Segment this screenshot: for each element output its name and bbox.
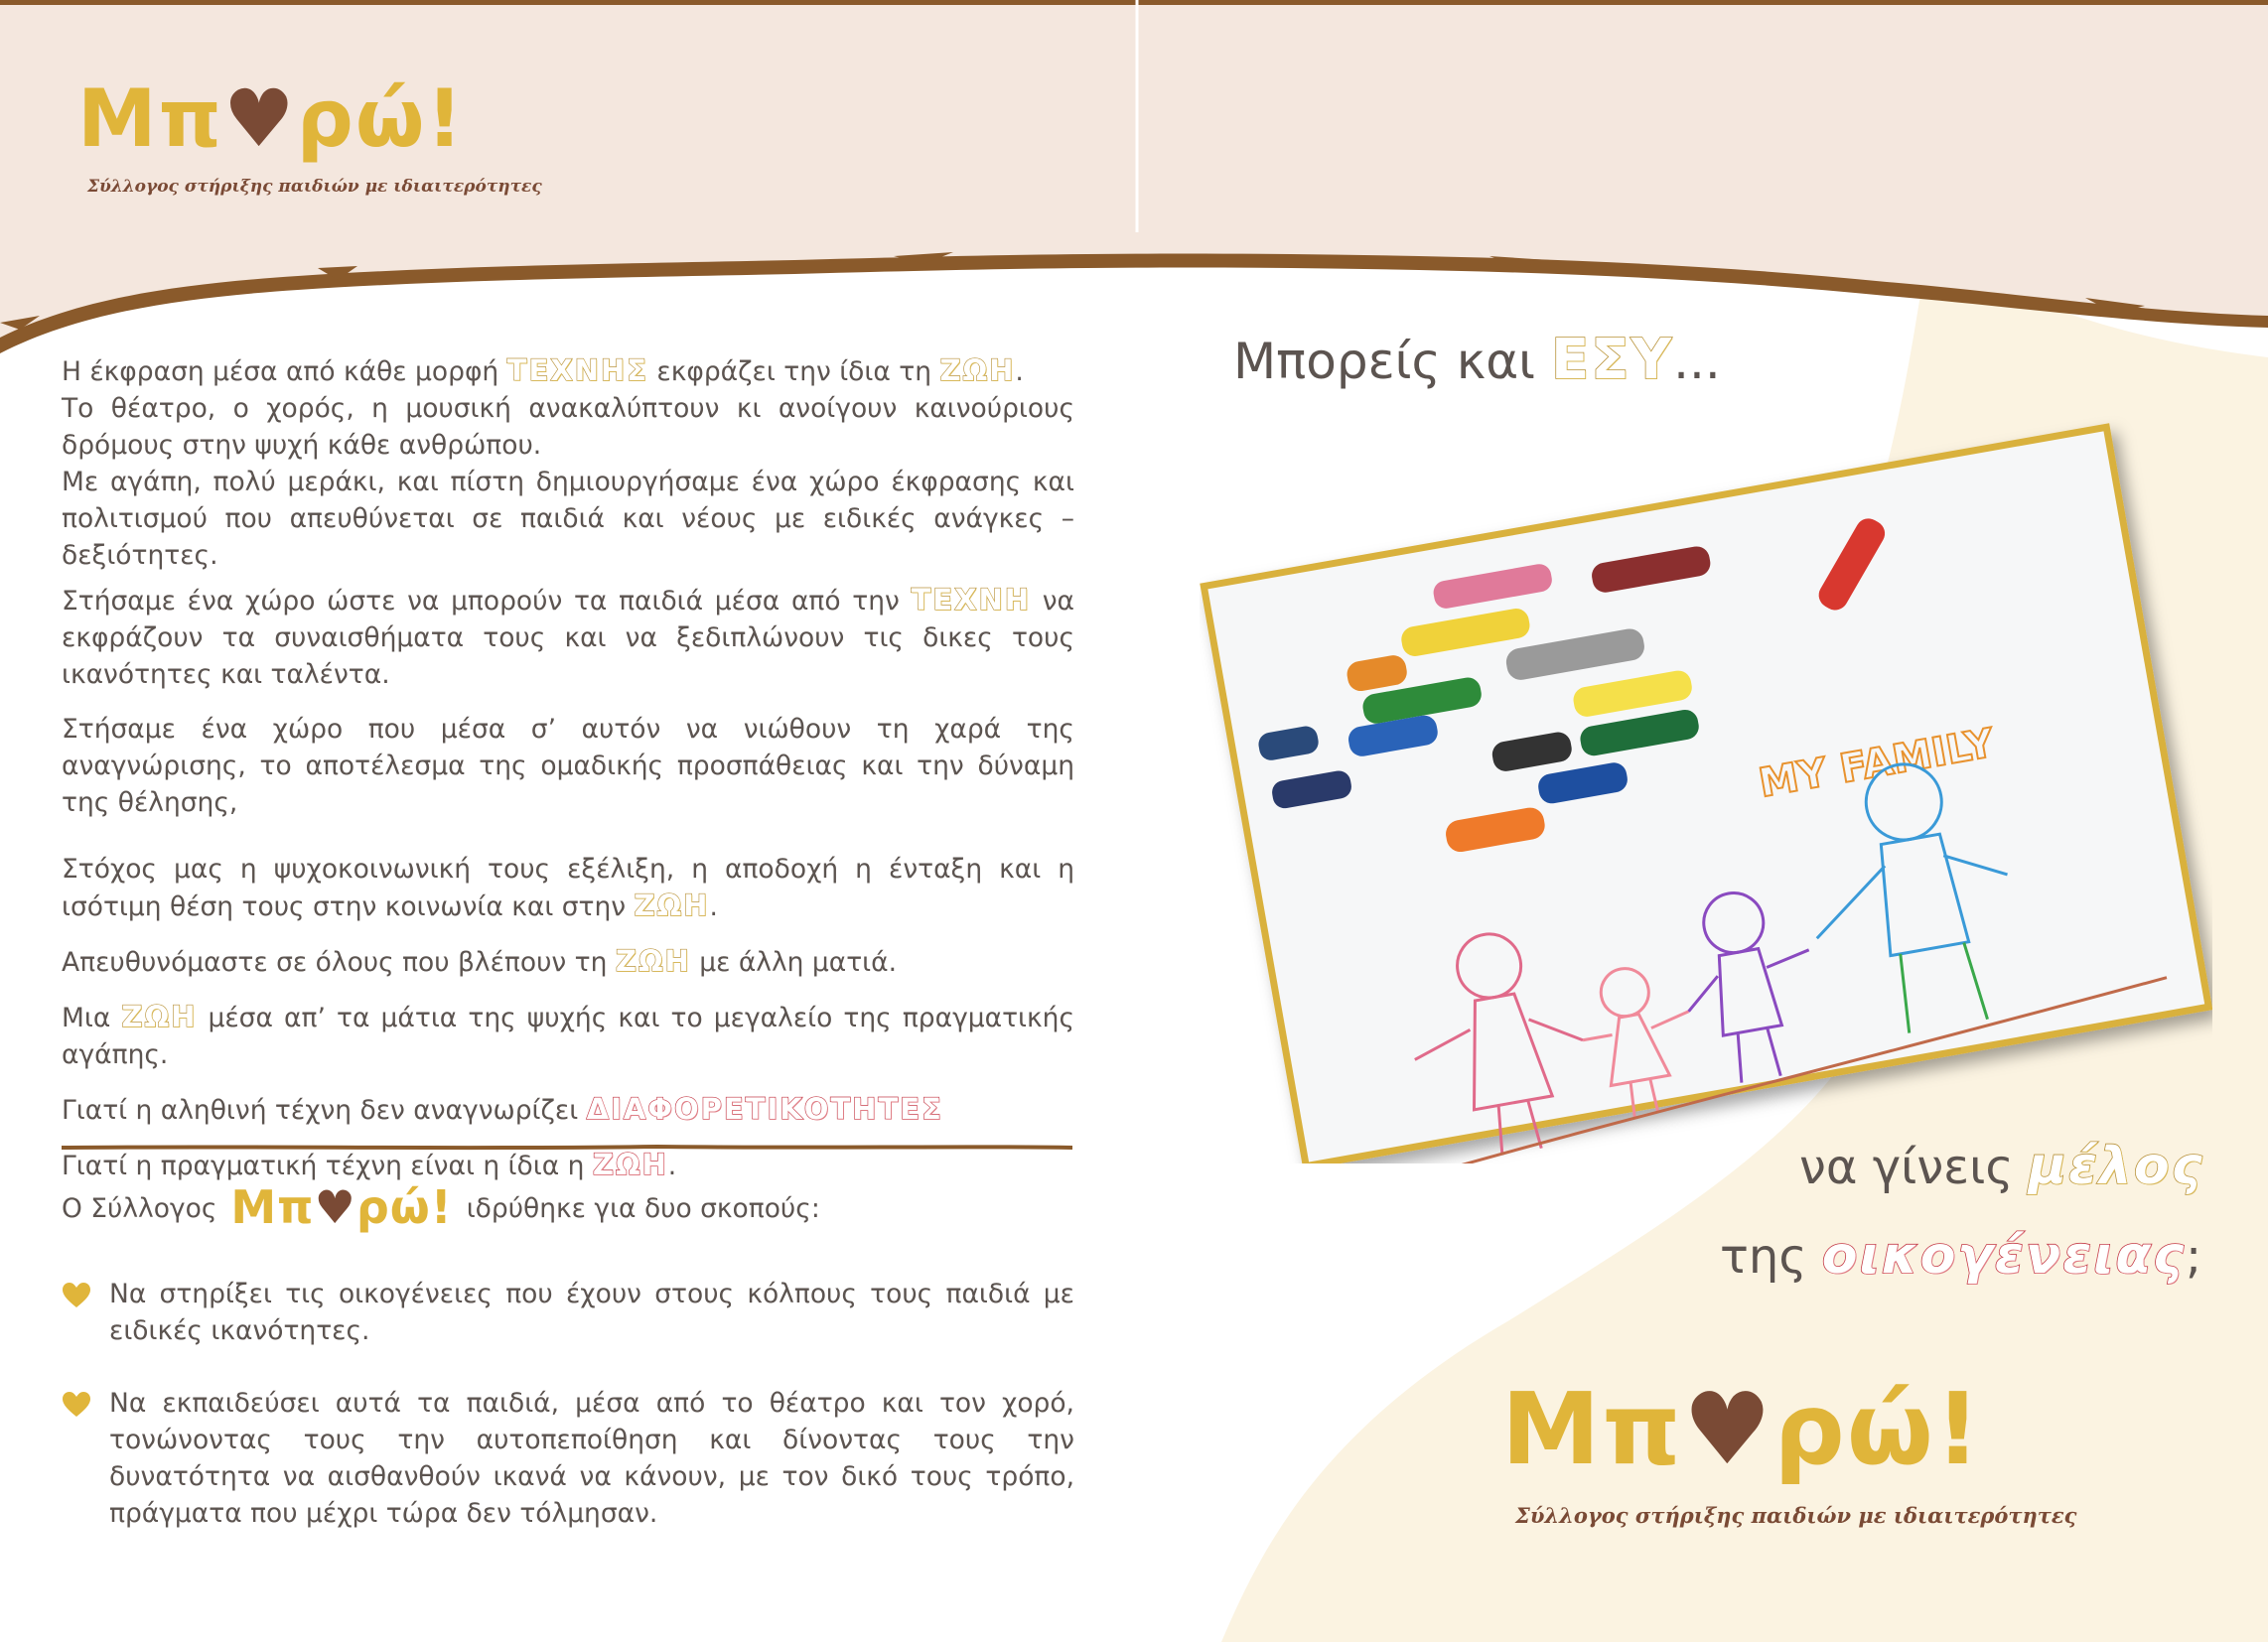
member-line-2	[1720, 1226, 2201, 1286]
highlight-word: οικογένειας	[1821, 1226, 2186, 1286]
text: Γιατί η πραγματική τέχνη είναι η ίδια η	[62, 1151, 593, 1181]
intro-paragraph-3: Στήσαμε ένα χώρο που μέσα σ’ αυτόν να νιώθουν τη χαρά της αναγνώρισης, το αποτέλεσμα της ομαδικής προσπάθειας και την δύναμη της θέλησης,	[62, 714, 1074, 818]
text: Στήσαμε ένα χώρο ώστε να μπορούν τα παιδιά μέσα από την	[62, 586, 912, 616]
heart-icon: ♥	[222, 72, 297, 165]
text: με άλλη ματιά.	[690, 947, 898, 978]
goal-item	[62, 1276, 1074, 1349]
text: εκφράζει την ίδια τη	[647, 356, 940, 387]
member-line-1	[1799, 1137, 2203, 1196]
highlight-word: ΤΕΧΝΗ	[911, 583, 1032, 616]
text: Μια	[62, 1003, 122, 1033]
intro-paragraph-6	[62, 999, 1074, 1073]
text: Η έκφραση μέσα από κάθε μορφή	[62, 356, 507, 387]
goal-item	[62, 1385, 1074, 1532]
about-line	[62, 1180, 1074, 1234]
logo-tagline: Σύλλογος στήριξης παιδιών με ιδιαιτερότητες	[1515, 1503, 2077, 1528]
highlight-word: μέλος	[2028, 1137, 2204, 1196]
inline-logo	[230, 1180, 452, 1234]
text: .	[709, 891, 718, 922]
highlight-word: ΕΣΥ	[1551, 328, 1674, 392]
text: Μπορείς και	[1233, 333, 1551, 390]
logo-text-post: ρώ!	[1773, 1371, 1983, 1487]
goal-text: Να εκπαιδεύσει αυτά τα παιδιά, μέσα από το θέατρο και τον χορό, τονώνοντας τους την αυτοπεποίθηση και δίνοντας τους την δυνατότητα να αισθανθούν ικανά να κάνουν, με τον δικό τους τρόπο, πράγματα που μέχρι τώρα δεν τόλμησαν.	[109, 1388, 1074, 1529]
highlight-word: ΤΕΧΝΗΣ	[506, 353, 648, 387]
text: να γίνεις	[1799, 1140, 2029, 1195]
text: Μπ	[230, 1180, 315, 1234]
text: Ο Σύλλογος	[62, 1193, 217, 1224]
text: .	[667, 1151, 677, 1181]
highlight-word: ΖΩΗ	[939, 353, 1016, 387]
text: ...	[1673, 333, 1721, 390]
intro-paragraph-8	[62, 1147, 1074, 1184]
text: μέσα απ’ τα μάτια της ψυχής και το μεγαλείο της πραγματικής αγάπης.	[62, 1003, 1074, 1070]
intro-paragraph-1	[62, 352, 1074, 574]
text: Στόχος μας η ψυχοκοινωνική τους εξέλιξη, η αποδοχή η ένταξη και η ισότιμη θέση τους στην κοινωνία και στην	[62, 854, 1074, 922]
intro-text	[62, 352, 1074, 1202]
intro-paragraph-2	[62, 582, 1074, 693]
highlight-word: ΖΩΗ	[121, 1000, 198, 1033]
goal-text: Να στηρίξει τις οικογένειες που έχουν στους κόλπους τους παιδιά με ειδικές ικανότητες.	[109, 1279, 1074, 1346]
text: Γιατί η αληθινή τέχνη δεν αναγνωρίζει	[62, 1095, 587, 1126]
text: της	[1720, 1229, 1822, 1285]
logo-tagline: Σύλλογος στήριξης παιδιών με ιδιαιτερότητες	[87, 177, 542, 197]
logo-text-pre: Μπ	[1501, 1371, 1683, 1487]
heart-bullet-icon	[62, 1282, 91, 1309]
highlight-word: ΖΩΗ	[615, 944, 691, 978]
photo-caption: MY FAMILY	[1755, 720, 1998, 807]
text: Το θέατρο, ο χορός, η μουσική ανακαλύπτουν κι ανοίγουν καινούριους δρόμους στην ψυχή κάθε ανθρώπου.	[62, 393, 1074, 461]
text: Απευθυνόμαστε σε όλους που βλέπουν τη	[62, 947, 616, 978]
text: Με αγάπη, πολύ μεράκι, και πίστη δημιουργήσαμε ένα χώρο έκφρασης και πολιτισμού που απευθύνεται σε παιδιά και νέους με ειδικές ανάγκες – δεξιότητες.	[62, 467, 1074, 571]
intro-paragraph-7	[62, 1091, 1074, 1129]
text: ;	[2185, 1229, 2202, 1285]
text: .	[1015, 356, 1024, 387]
highlight-word: ΔΙΑΦΟΡΕΤΙΚΟΤΗΤΕΣ	[586, 1092, 943, 1126]
logo-text-pre: Μπ	[77, 72, 223, 165]
text: ιδρύθηκε για δυο σκοπούς:	[466, 1193, 820, 1224]
logo-wordmark	[77, 69, 542, 169]
highlight-word: ΖΩΗ	[634, 889, 710, 922]
heart-icon: ♥	[1682, 1371, 1774, 1487]
logo-wordmark	[1501, 1370, 2076, 1489]
header-logo	[77, 69, 542, 197]
text: ρώ!	[355, 1180, 453, 1234]
section-divider	[62, 1145, 1072, 1151]
heart-bullet-icon	[62, 1391, 91, 1419]
heart-icon: ♥	[314, 1180, 356, 1234]
footer-logo	[1501, 1370, 2076, 1528]
text: να εκφράζουν τα συναισθήματα τους και να ξεδιπλώνουν τις δικες τους ικανότητες και ταλέντα.	[62, 586, 1074, 690]
intro-paragraph-5	[62, 943, 1074, 981]
highlight-word: ΖΩΗ	[592, 1148, 668, 1181]
intro-paragraph-4	[62, 851, 1074, 925]
logo-text-post: ρώ!	[296, 72, 465, 165]
family-drawing-photo	[1200, 369, 2212, 1163]
